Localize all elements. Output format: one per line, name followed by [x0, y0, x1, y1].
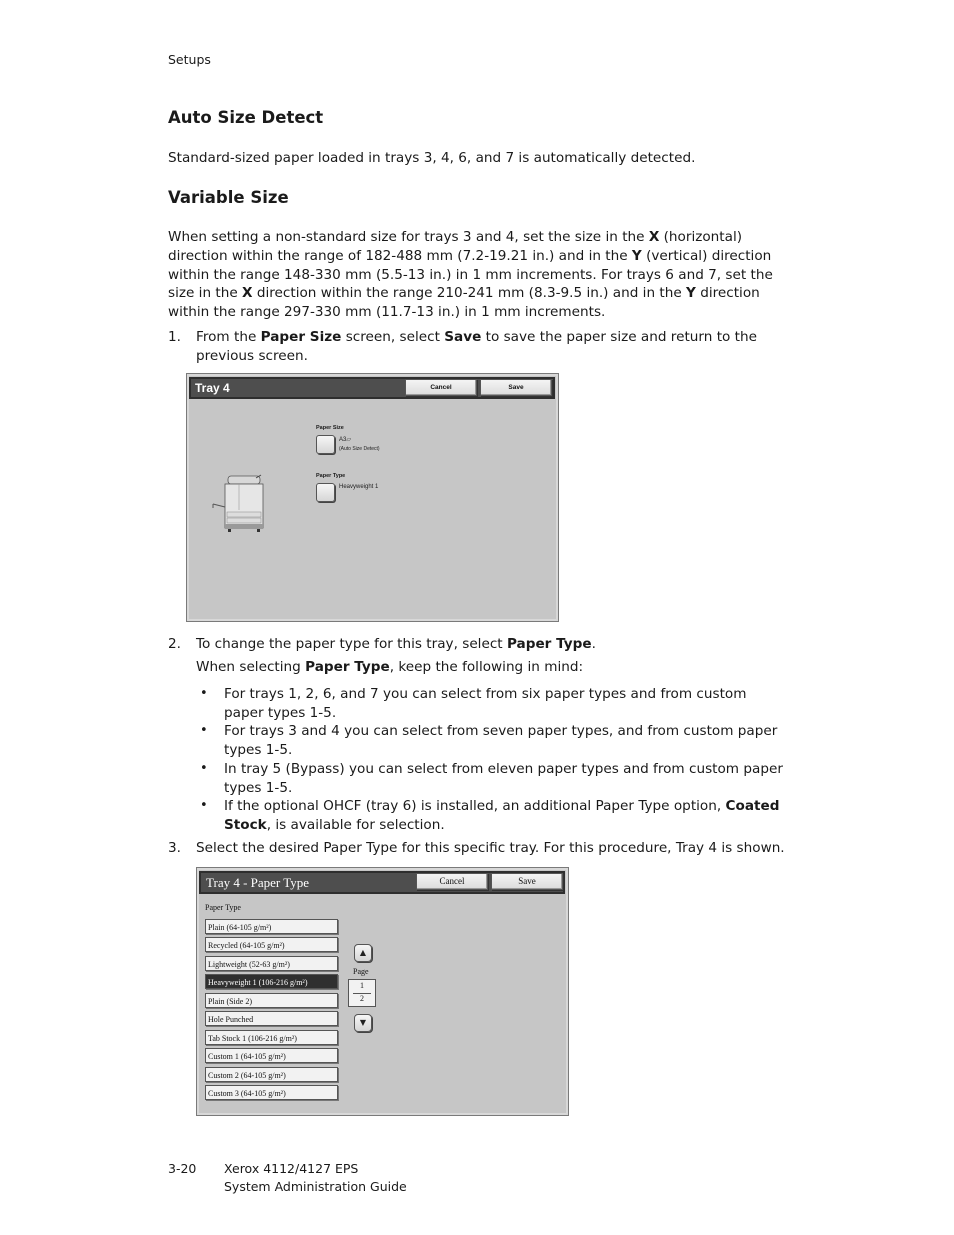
paper-type-option[interactable]: Plain (Side 2)	[205, 993, 338, 1008]
text: direction within the range 210-241 mm (8.3-9.5 in.) and in the	[252, 285, 687, 302]
running-head: Setups	[168, 52, 211, 67]
text: .	[591, 636, 596, 652]
cancel-button[interactable]: Cancel	[416, 873, 488, 890]
page-total: 2	[360, 994, 364, 1003]
step-number: 2.	[168, 636, 181, 652]
text: to save the paper size and return to the previous screen.	[196, 329, 757, 364]
scroll-down-button[interactable]	[354, 1014, 372, 1032]
step-number: 3.	[168, 840, 181, 856]
text: , keep the following in mind:	[389, 658, 584, 675]
step-1-text	[196, 328, 788, 366]
paper-type-option[interactable]: Lightweight (52-63 g/m²)	[205, 956, 338, 971]
paper-type-label: Paper Type	[316, 473, 346, 479]
paper-type-option[interactable]: Recycled (64-105 g/m²)	[205, 937, 338, 952]
tray-4-paper-type-screen	[196, 867, 569, 1116]
page-indicator	[348, 979, 376, 1007]
text: (vertical) direction within the range 148-330 mm (5.5-13 in.) in 1 mm increments. For trays 6 and 7, set the size in the	[168, 247, 773, 302]
variable-size-body	[168, 228, 788, 322]
tray-4-screen	[186, 373, 559, 622]
paper-size-value: A3▱	[339, 437, 351, 443]
bullet-text: If the optional OHCF (tray 6) is installed, an additional Paper Type option,	[224, 798, 726, 814]
bullet-item	[200, 722, 788, 760]
footer-product: Xerox 4112/4127 EPS	[224, 1161, 359, 1176]
bullet-text: For trays 3 and 4 you can select from seven paper types, and from custom paper types 1-5.	[224, 723, 778, 758]
page-current: 1	[360, 981, 364, 990]
screen-title: Tray 4	[195, 381, 230, 395]
step-2	[168, 635, 788, 677]
scroll-up-button[interactable]	[354, 944, 372, 962]
screen-title: Tray 4 - Paper Type	[206, 875, 310, 890]
paper-size-note: (Auto Size Detect)	[339, 446, 380, 452]
bullet-icon: •	[200, 686, 208, 701]
heading-variable-size: Variable Size	[168, 188, 289, 207]
bullet-text: , is available for selection.	[266, 816, 445, 833]
paper-type-option[interactable]: Custom 1 (64-105 g/m²)	[205, 1048, 338, 1063]
cancel-button[interactable]: Cancel	[405, 379, 477, 396]
paper-type-option[interactable]: Custom 3 (64-105 g/m²)	[205, 1085, 338, 1100]
paper-size-label: Paper Size	[316, 425, 344, 431]
emphasis: Paper Size	[260, 329, 342, 345]
emphasis: Save	[444, 329, 482, 345]
save-button[interactable]: Save	[491, 873, 563, 890]
emphasis-y: Y	[631, 247, 642, 264]
chevron-up-icon: ▲	[359, 948, 367, 957]
bullet-text: In tray 5 (Bypass) you can select from eleven paper types and from custom paper types 1-5.	[224, 761, 783, 796]
emphasis-x: X	[648, 229, 660, 245]
bullet-icon: •	[200, 761, 208, 776]
paper-type-option[interactable]: Tab Stock 1 (106-216 g/m²)	[205, 1030, 338, 1045]
emphasis-y: Y	[686, 285, 696, 302]
footer-guide: System Administration Guide	[224, 1179, 407, 1194]
auto-size-detect-body: Standard-sized paper loaded in trays 3, 4, 6, and 7 is automatically detected.	[168, 150, 696, 166]
text: direction within the range 297-330 mm (11.7-13 in.) in 1 mm increments.	[168, 285, 760, 321]
bullet-icon: •	[200, 723, 208, 738]
page-number: 3-20	[168, 1161, 197, 1176]
text: screen, select	[341, 329, 445, 345]
emphasis: Paper Type	[506, 636, 592, 652]
text: When setting a non-standard size for trays 3 and 4, set the size in the	[168, 229, 649, 245]
bullet-item	[200, 797, 788, 835]
bullet-text: For trays 1, 2, 6, and 7 you can select from six paper types and from custom paper types 1-5.	[224, 686, 747, 721]
printer-icon	[211, 474, 269, 538]
paper-type-value: Heavyweight 1	[339, 484, 379, 490]
emphasis: Coated Stock	[224, 798, 780, 833]
paper-size-button[interactable]	[316, 435, 335, 454]
step-3-text: Select the desired Paper Type for this specific tray. For this procedure, Tray 4 is shown.	[196, 840, 785, 856]
paper-type-list-label: Paper Type	[205, 903, 241, 912]
chevron-down-icon: ▼	[359, 1018, 367, 1027]
page-label: Page	[353, 967, 369, 976]
step-3	[168, 839, 788, 858]
step-number: 1.	[168, 329, 181, 345]
paper-type-option[interactable]: Plain (64-105 g/m²)	[205, 919, 338, 934]
bullet-item	[200, 760, 788, 798]
paper-type-option[interactable]: Custom 2 (64-105 g/m²)	[205, 1067, 338, 1082]
text: To change the paper type for this tray, select	[196, 636, 507, 652]
text: From the	[196, 329, 261, 345]
paper-type-button[interactable]	[316, 483, 335, 502]
step-2-text	[196, 635, 788, 654]
bullet-icon: •	[200, 798, 208, 813]
emphasis: Paper Type	[305, 658, 390, 675]
text: (horizontal) direction within the range of 182-488 mm (7.2-19.21 in.) and in the	[168, 229, 743, 264]
paper-type-option[interactable]: Hole Punched	[205, 1011, 338, 1026]
save-button[interactable]: Save	[480, 379, 552, 396]
bullet-item	[200, 685, 788, 723]
emphasis-x: X	[242, 285, 253, 302]
heading-auto-size-detect: Auto Size Detect	[168, 108, 324, 127]
step-2-subtext	[196, 658, 788, 677]
step-1	[168, 328, 788, 366]
text: When selecting	[196, 658, 306, 675]
paper-type-option-selected[interactable]: Heavyweight 1 (106-216 g/m²)	[205, 974, 338, 989]
